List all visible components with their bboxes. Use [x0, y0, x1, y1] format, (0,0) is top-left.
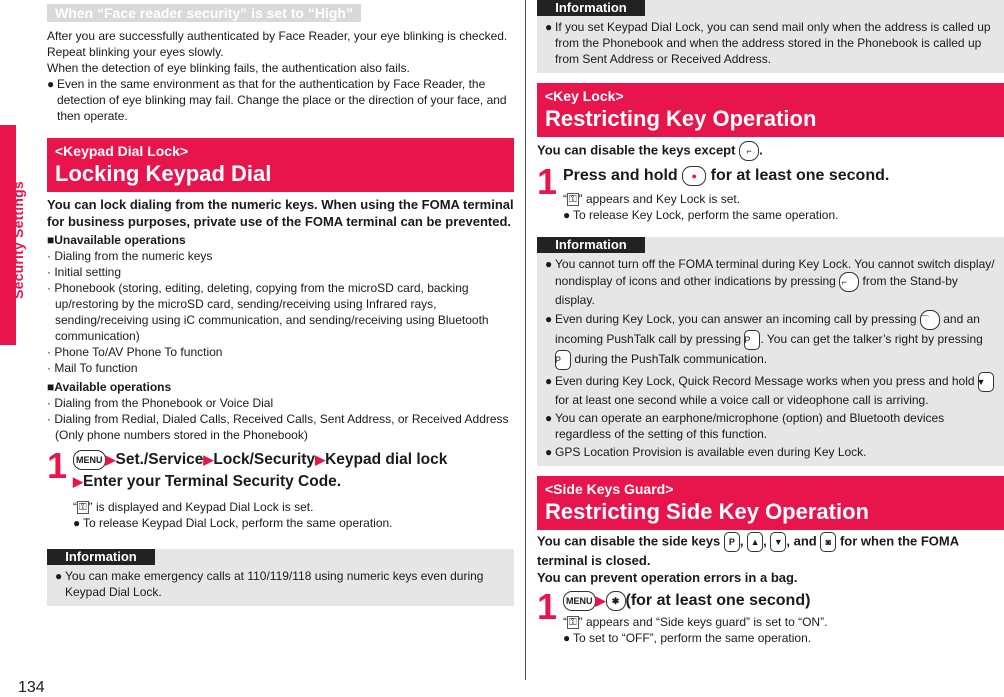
- available-title: ■Available operations: [47, 380, 172, 394]
- down-side-key-icon: ▼: [770, 532, 786, 552]
- lead-text: You can disable the keys except: [537, 142, 736, 158]
- list-item: · Phone To/AV Phone To function: [47, 345, 223, 359]
- bullet-icon: ●: [545, 312, 553, 327]
- side-tab-label: Security Settings: [10, 181, 26, 299]
- side-keys-step: [537, 586, 1004, 646]
- arrow-icon: ▶: [315, 452, 326, 467]
- quote-open: “: [73, 500, 77, 514]
- info-bullet: [545, 256, 998, 308]
- list-item: · Dialing from the Phonebook or Voice Dial: [47, 396, 274, 410]
- high-bullet: [47, 76, 514, 124]
- high-section: [47, 28, 514, 124]
- step-part: Enter your Terminal Security Code.: [83, 473, 342, 490]
- list-item: · Dialing from the numeric keys: [47, 249, 213, 263]
- arrow-icon: ▶: [203, 452, 214, 467]
- side-key-lock-icon: ⚿: [569, 617, 577, 629]
- information-box: [537, 237, 1004, 466]
- lead-text: , and: [786, 533, 817, 549]
- info-text: Even during Key Lock, Quick Record Message works when you press and hold: [555, 374, 975, 389]
- high-line: When the detection of eye blinking fails, the authentication also fails.: [47, 61, 410, 75]
- page-number: 134: [18, 679, 45, 696]
- info-text: You cannot turn off the FOMA terminal during Key Lock. You cannot switch display/ nondisplay of icons and other indications by pressing: [555, 257, 995, 289]
- bullet-icon: ●: [545, 20, 553, 34]
- menu-key-icon: MENU: [73, 450, 106, 470]
- down-side-key-icon: ▼: [978, 372, 994, 392]
- section-subtitle: <Key Lock>: [545, 88, 624, 104]
- side-keys-guard-header: [537, 476, 1004, 530]
- lead-text: for when the FOMA terminal is closed.: [537, 533, 959, 568]
- step-bullet: [73, 515, 514, 531]
- menu-key-icon: MENU: [563, 591, 596, 611]
- info-text: Even during Key Lock, you can answer an incoming call by pressing: [555, 312, 917, 327]
- step-heading: [73, 449, 514, 493]
- key-lock-step: [537, 161, 1004, 223]
- quote-open: “: [563, 192, 567, 206]
- unavailable-title: ■Unavailable operations: [47, 233, 186, 247]
- end-key-icon: ⌐: [739, 141, 759, 161]
- step-part: Set./Service: [115, 451, 204, 468]
- key-lock-icon: ⚿: [569, 194, 577, 206]
- information-tag: Information: [537, 0, 645, 16]
- section-title: Restricting Side Key Operation: [545, 499, 869, 524]
- left-column: [47, 4, 514, 606]
- bullet-icon: ●: [563, 631, 571, 645]
- high-bullet-text: Even in the same environment as that for the authentication by Face Reader, the detection of eye blinking may fail. Change the place or the direction of your face, and then operate.: [57, 77, 507, 123]
- info-text: during the PushTalk communication.: [574, 352, 768, 367]
- info-bullet: [545, 410, 998, 442]
- section-title: Restricting Key Operation: [545, 106, 817, 131]
- step-text: for at least one second.: [710, 167, 890, 184]
- info-bullet: [545, 19, 998, 67]
- step-number: 1: [537, 586, 558, 627]
- key-lock-header: [537, 83, 1004, 137]
- quote-open: “: [563, 615, 567, 629]
- step-heading: [563, 165, 1004, 187]
- step-text: Press and hold: [563, 167, 678, 184]
- bullet-icon: ●: [563, 208, 571, 222]
- step-bullet-text: To release Key Lock, perform the same operation.: [573, 208, 839, 222]
- information-tag: Information: [537, 237, 645, 253]
- information-body: [47, 565, 514, 606]
- center-key-icon: ●: [682, 166, 706, 186]
- keypad-lock-icon: ⚿: [79, 502, 87, 514]
- info-bullet-text: If you set Keypad Dial Lock, you can send mail only when the address is called up from the Phonebook and when the address stored in the Phonebook is called up from Sent Address or Received Address.: [555, 20, 991, 66]
- arrow-icon: ▶: [595, 593, 606, 608]
- bullet-icon: ●: [55, 569, 63, 583]
- step-note-text: ” is displayed and Keypad Dial Lock is set.: [88, 500, 314, 514]
- camera-key-icon: ◙: [820, 532, 836, 552]
- info-bullet: [545, 310, 998, 370]
- bullet-icon: ●: [545, 374, 553, 389]
- section-subtitle: <Keypad Dial Lock>: [55, 143, 189, 159]
- step-text: (for at least one second): [625, 592, 811, 609]
- list-item: · Phonebook (storing, editing, deleting, copying from the microSD card, backing up/restoring by the microSD card, sending/receiving using Infrared rays, sending/receiving using iC communication, and sending/receiving using Bluetooth communication): [47, 281, 489, 343]
- info-text: for at least one second while a voice call or videophone call is arriving.: [555, 393, 929, 407]
- step-number: 1: [537, 161, 558, 202]
- info-text: . You can get the talker’s right by pressing: [760, 332, 983, 347]
- step-note: [563, 614, 1004, 630]
- asterisk-key-icon: ✱: [606, 591, 626, 611]
- step-number: 1: [47, 445, 68, 486]
- information-body: [537, 16, 1004, 73]
- key-lock-lead: You can disable the keys except ⌐ .: [537, 141, 1004, 161]
- step-note-text: ” appears and Key Lock is set.: [578, 192, 741, 206]
- bullet-icon: ●: [47, 77, 55, 91]
- high-line: After you are successfully authenticated by Face Reader, your eye blinking is checked.: [47, 29, 508, 43]
- info-text: GPS Location Provision is available even during Key Lock.: [555, 445, 867, 459]
- list-item: · Mail To function: [47, 361, 138, 375]
- step-bullet-text: To set to “OFF”, perform the same operation.: [573, 631, 812, 645]
- info-text: You can operate an earphone/microphone (option) and Bluetooth devices regardless of the setting of this function.: [555, 411, 945, 441]
- arrow-icon: ▶: [105, 452, 116, 467]
- information-box: [47, 549, 514, 606]
- information-box: [537, 0, 1004, 73]
- bullet-icon: ●: [545, 257, 553, 271]
- end-key-icon: ⌐: [839, 272, 859, 292]
- bullet-icon: ●: [545, 445, 553, 459]
- section-subtitle: <Side Keys Guard>: [545, 481, 674, 497]
- step-part: Lock/Security: [213, 451, 316, 468]
- keypad-dial-lock-header: [47, 138, 514, 192]
- info-text: from the Stand-by display.: [555, 274, 958, 307]
- list-item: · Initial setting: [47, 265, 122, 279]
- section-title: Locking Keypad Dial: [55, 161, 272, 186]
- information-body: [537, 253, 1004, 466]
- pushtalk-key-icon: P: [555, 350, 571, 370]
- up-side-key-icon: ▲: [747, 532, 763, 552]
- info-text: and an incoming PushTalk call by pressing: [555, 312, 980, 347]
- high-header: When “Face reader security” is set to “High”: [47, 4, 361, 22]
- information-tag: Information: [47, 549, 155, 565]
- start-key-icon: ⌒: [920, 310, 940, 330]
- info-bullet: [55, 568, 508, 600]
- lead-text: You can disable the side keys: [537, 533, 721, 549]
- step-note-text: ” appears and “Side keys guard” is set to “ON”.: [578, 615, 828, 629]
- column-divider: [525, 0, 526, 680]
- lead-text: You can lock dialing from the numeric keys. When using the FOMA terminal for business purposes, private use of the FOMA terminal can be prevented.: [47, 197, 514, 229]
- step-bullet: [563, 630, 1004, 646]
- info-bullet-text: You can make emergency calls at 110/119/118 using numeric keys even during Keypad Dial Lock.: [65, 569, 484, 599]
- step-part: Keypad dial lock: [325, 451, 448, 468]
- step-1: [47, 445, 514, 531]
- bullet-icon: ●: [73, 516, 81, 530]
- step-bullet: [563, 207, 1004, 223]
- list-item: · Dialing from Redial, Dialed Calls, Received Calls, Sent Address, or Received Address (Only phone numbers stored in the Phonebook): [47, 412, 509, 442]
- side-keys-lead-2: You can prevent operation errors in a bag.: [537, 570, 798, 585]
- step-bullet-text: To release Keypad Dial Lock, perform the same operation.: [83, 516, 393, 530]
- bullet-icon: ●: [545, 411, 553, 425]
- side-keys-lead: You can disable the side keys P , ▲ , ▼ , and ◙ for when the FOMA terminal is closed.: [537, 533, 959, 568]
- pushtalk-key-icon: P: [744, 330, 760, 350]
- info-bullet: [545, 372, 998, 408]
- step-heading: [563, 590, 1004, 612]
- high-line: Repeat blinking your eyes slowly.: [47, 45, 224, 59]
- arrow-icon: ▶: [73, 474, 83, 489]
- right-column: [537, 0, 1004, 646]
- step-note: [563, 191, 1004, 207]
- step-note: [73, 499, 514, 515]
- info-bullet: [545, 444, 998, 460]
- pushtalk-key-icon: P: [724, 532, 740, 552]
